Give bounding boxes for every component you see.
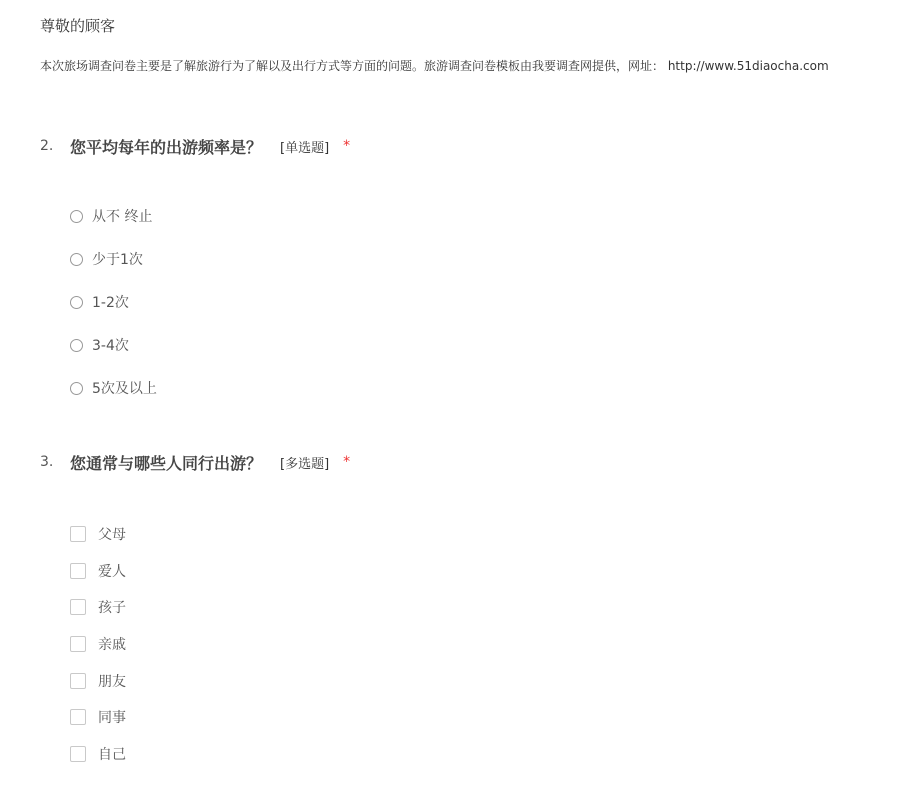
checkbox[interactable] (70, 526, 86, 542)
question-number: 3. (40, 454, 54, 470)
option-label: 3-4次 (92, 338, 129, 354)
radio-button[interactable] (70, 210, 83, 223)
question-title: 您平均每年的出游频率是？ (70, 137, 263, 157)
radio-option[interactable] (70, 334, 129, 356)
checkbox[interactable] (70, 563, 86, 579)
checkbox-option[interactable] (70, 596, 126, 618)
option-label: 孩子 (98, 600, 126, 616)
option-label: 5次及以上 (92, 381, 157, 397)
checkbox-option[interactable] (70, 633, 126, 655)
checkbox-option[interactable] (70, 560, 126, 582)
checkbox-option[interactable] (70, 743, 126, 765)
option-label: 同事 (98, 710, 126, 726)
option-label: 朋友 (98, 674, 126, 690)
survey-greeting: 尊敬的顾客 (40, 17, 116, 35)
radio-option[interactable] (70, 248, 143, 270)
survey-intro: 本次旅场调查问卷主要是了解旅游行为了解以及出行方式等方面的问题。旅游调查问卷模板由我要调查网提供，网址： http://www.51diaocha.com (40, 59, 829, 73)
question-2 (40, 134, 350, 158)
question-title: 您通常与哪些人同行出游？ (70, 453, 263, 473)
radio-option[interactable] (70, 377, 157, 399)
checkbox[interactable] (70, 599, 86, 615)
radio-button[interactable] (70, 296, 83, 309)
checkbox[interactable] (70, 746, 86, 762)
option-label: 少于1次 (92, 252, 143, 268)
option-label: 1-2次 (92, 295, 129, 311)
checkbox[interactable] (70, 709, 86, 725)
option-label: 亲戚 (98, 637, 126, 653)
checkbox-option[interactable] (70, 670, 126, 692)
radio-button[interactable] (70, 339, 83, 352)
radio-option[interactable] (70, 291, 129, 313)
required-marker: * (343, 138, 351, 154)
checkbox[interactable] (70, 636, 86, 652)
option-label: 爱人 (98, 564, 126, 580)
radio-button[interactable] (70, 253, 83, 266)
option-label: 父母 (98, 527, 126, 543)
checkbox-option[interactable] (70, 523, 126, 545)
question-type-badge: [多选题] (280, 456, 330, 472)
option-label: 从不 终止 (92, 209, 153, 225)
radio-button[interactable] (70, 382, 83, 395)
radio-option[interactable] (70, 205, 152, 227)
checkbox[interactable] (70, 673, 86, 689)
checkbox-option[interactable] (70, 706, 126, 728)
question-number: 2. (40, 138, 54, 154)
option-label: 自己 (98, 747, 126, 763)
question-3 (40, 450, 350, 474)
question-type-badge: [单选题] (280, 140, 330, 156)
required-marker: * (343, 454, 351, 470)
